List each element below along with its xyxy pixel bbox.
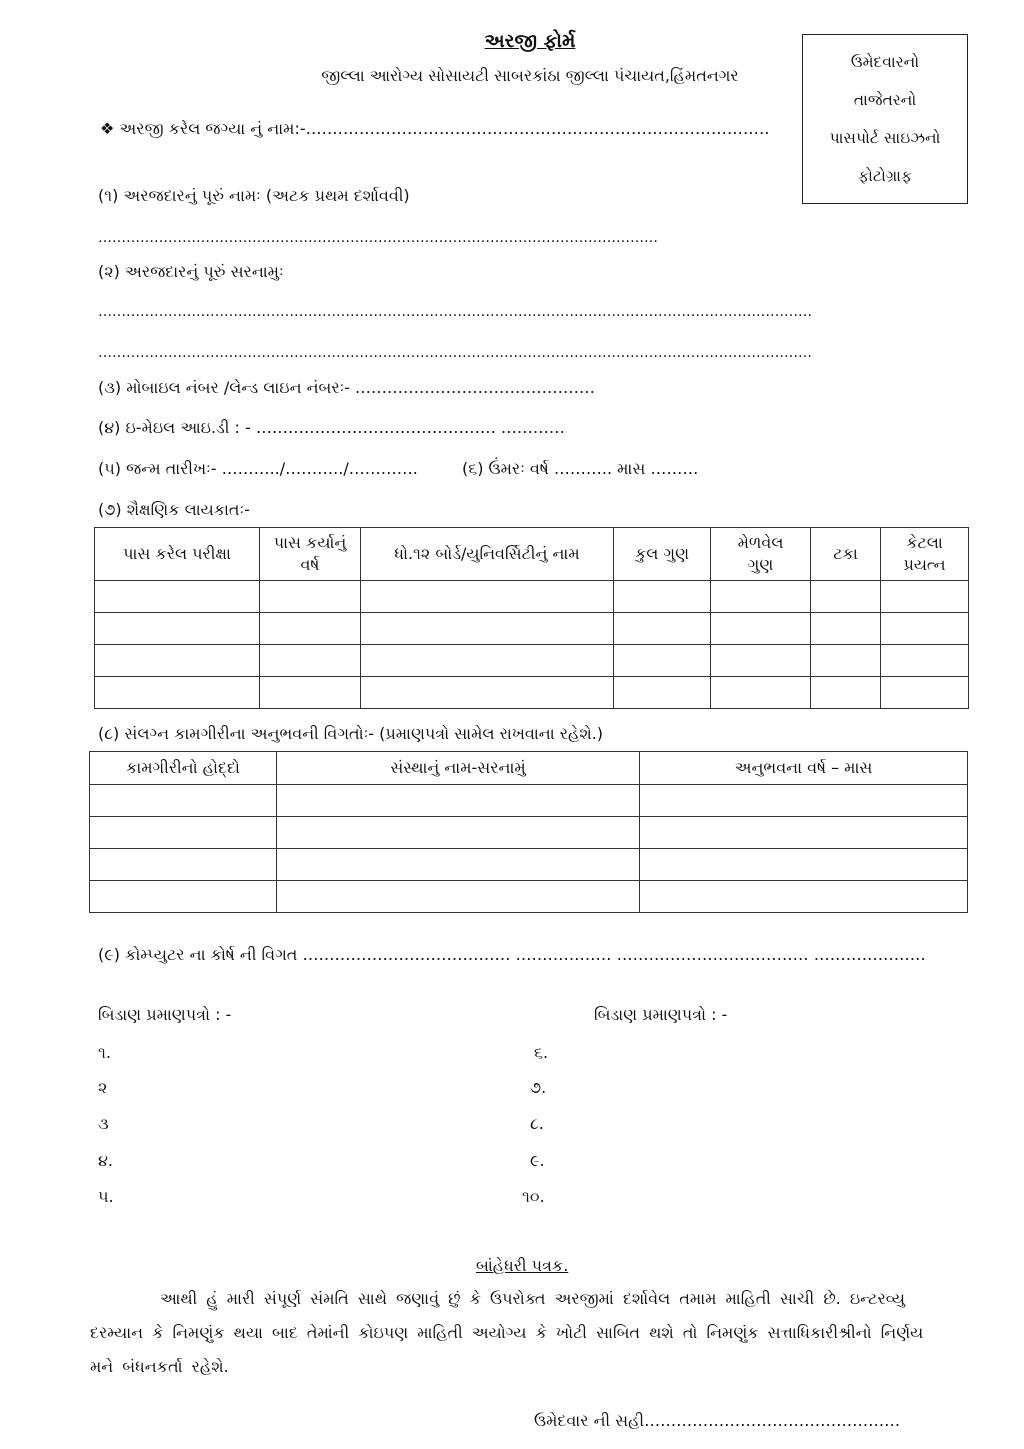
experience-heading: (૮) સંલગ્ન કામગીરીના અનુભવની વિગતોઃ- (પ્રમાણપત્રો સામેલ રાખવાના રહેશે.) bbox=[98, 724, 604, 743]
attachment-item: ૫. bbox=[98, 1187, 114, 1206]
education-cell[interactable] bbox=[881, 645, 969, 677]
address-input-line-2[interactable]: ……………………………………………………………………………………………………………………………………… bbox=[98, 345, 812, 361]
attachment-item: ૭. bbox=[530, 1078, 547, 1097]
experience-cell[interactable] bbox=[640, 817, 968, 849]
attachment-item: ૯. bbox=[530, 1151, 545, 1170]
education-row bbox=[95, 613, 969, 645]
photo-box-line-1: ઉમેદવારનો bbox=[850, 53, 920, 71]
education-cell[interactable] bbox=[811, 677, 881, 709]
experience-cell[interactable] bbox=[277, 849, 640, 881]
education-cell[interactable] bbox=[260, 613, 361, 645]
education-cell[interactable] bbox=[811, 613, 881, 645]
education-table bbox=[94, 527, 969, 709]
attachment-item: ૩ bbox=[98, 1114, 109, 1133]
experience-cell[interactable] bbox=[90, 881, 277, 913]
experience-cell[interactable] bbox=[640, 849, 968, 881]
experience-row bbox=[90, 849, 968, 881]
experience-cell[interactable] bbox=[277, 881, 640, 913]
education-cell[interactable] bbox=[95, 677, 260, 709]
education-cell[interactable] bbox=[361, 613, 614, 645]
experience-row bbox=[90, 785, 968, 817]
edu-header-obtained-marks: મેળવેલ ગુણ bbox=[711, 528, 811, 581]
education-cell[interactable] bbox=[361, 677, 614, 709]
education-cell[interactable] bbox=[260, 581, 361, 613]
experience-cell[interactable] bbox=[640, 881, 968, 913]
photo-box-line-2: તાજેતરનો bbox=[853, 91, 917, 109]
education-row bbox=[95, 581, 969, 613]
education-cell[interactable] bbox=[95, 581, 260, 613]
exp-header-duration: અનુભવના વર્ષ – માસ bbox=[640, 752, 968, 785]
education-cell[interactable] bbox=[614, 581, 711, 613]
declaration-line-3: મને બંધનકર્તા રહેશે. bbox=[90, 1357, 229, 1376]
education-header-row bbox=[95, 528, 969, 581]
education-cell[interactable] bbox=[711, 645, 811, 677]
photo-box-line-3: પાસપોર્ટ સાઇઝનો bbox=[829, 129, 941, 147]
education-cell[interactable] bbox=[95, 613, 260, 645]
education-cell[interactable] bbox=[881, 581, 969, 613]
experience-cell[interactable] bbox=[90, 817, 277, 849]
form-title: અરજી ફોર્મ bbox=[484, 30, 576, 52]
photo-box-line-4: ફોટોગ્રાફ bbox=[857, 167, 913, 185]
education-cell[interactable] bbox=[711, 581, 811, 613]
exp-header-designation: કામગીરીનો હોદ્દો bbox=[90, 752, 277, 785]
attachment-item: ૪. bbox=[98, 1151, 114, 1170]
dob-field[interactable]: (૫) જન્મ તારીખઃ- ………../………../…………. bbox=[98, 459, 418, 478]
education-cell[interactable] bbox=[881, 613, 969, 645]
attachment-item: ૧. bbox=[98, 1043, 111, 1062]
experience-cell[interactable] bbox=[277, 817, 640, 849]
address-label: (૨) અરજદારનું પૂરું સરનામુઃ bbox=[98, 262, 284, 281]
education-cell[interactable] bbox=[260, 645, 361, 677]
edu-header-percent: ટકા bbox=[811, 528, 881, 581]
age-field[interactable]: (૬) ઉંમરઃ વર્ષ ……….. માસ ……… bbox=[462, 459, 699, 478]
attachment-item: ૧૦. bbox=[522, 1187, 545, 1206]
signature-field[interactable]: ઉમેદવાર ની સહી………………………………………… bbox=[534, 1411, 901, 1430]
experience-header-row bbox=[90, 752, 968, 785]
experience-cell[interactable] bbox=[90, 785, 277, 817]
education-heading: (૭) શૈક્ષણિક લાયકાતઃ- bbox=[98, 500, 250, 519]
experience-row bbox=[90, 817, 968, 849]
exp-header-institution: સંસ્થાનું નામ-સરનામું bbox=[277, 752, 640, 785]
education-cell[interactable] bbox=[361, 645, 614, 677]
education-cell[interactable] bbox=[711, 613, 811, 645]
education-cell[interactable] bbox=[881, 677, 969, 709]
experience-cell[interactable] bbox=[277, 785, 640, 817]
education-cell[interactable] bbox=[711, 677, 811, 709]
full-name-input-line[interactable]: ………………………………………………………………………………………………………… bbox=[98, 230, 658, 246]
attachments-heading-left: બિડાણ પ્રમાણપત્રો : - bbox=[98, 1005, 232, 1024]
experience-row bbox=[90, 881, 968, 913]
address-input-line-1[interactable]: ……………………………………………………………………………………………………………………………………… bbox=[98, 304, 812, 320]
edu-header-exam: પાસ કરેલ પરીક્ષા bbox=[95, 528, 260, 581]
post-applied-field[interactable]: ❖ અરજી કરેલ જગ્યા નું નામ:-…………………………………………………………………………… bbox=[100, 119, 770, 138]
attachment-item: ૨ bbox=[98, 1078, 108, 1097]
edu-header-board: ધો.૧૨ બોર્ડ/યુનિવર્સિટીનું નામ bbox=[361, 528, 614, 581]
attachment-item: ૬. bbox=[534, 1043, 549, 1062]
computer-course-field[interactable]: (૯) કોમ્પ્યુટર ના કોર્ષ ની વિગત ………………………………… ……………… ……………………………… ………………… bbox=[98, 945, 926, 964]
edu-header-year: પાસ કર્યાનું વર્ષ bbox=[260, 528, 361, 581]
education-row bbox=[95, 645, 969, 677]
full-name-label: (૧) અરજદારનું પૂરું નામઃ (અટક પ્રથમ દર્શાવવી) bbox=[98, 186, 410, 205]
declaration-line-1: આથી હું મારી સંપૂર્ણ સંમતિ સાથે જણાવું છું કે ઉપરોક્ત અરજીમાં દર્શાવેલ તમામ માહિતી સાચી છે. ઇન્ટરવ્યુ bbox=[160, 1289, 905, 1308]
education-row bbox=[95, 677, 969, 709]
edu-header-total-marks: કુલ ગુણ bbox=[614, 528, 711, 581]
declaration-line-2: દરમ્યાન કે નિમણુંક થયા બાદ તેમાંની કોઇપણ માહિતી અયોગ્ય કે ખોટી સાબિત થશે તો નિમણુંક સત્તાધિકારીશ્રીનો નિર્ણય bbox=[90, 1323, 924, 1342]
experience-cell[interactable] bbox=[90, 849, 277, 881]
education-cell[interactable] bbox=[260, 677, 361, 709]
attachments-heading-right: બિડાણ પ્રમાણપત્રો : - bbox=[594, 1005, 728, 1024]
education-cell[interactable] bbox=[811, 581, 881, 613]
education-cell[interactable] bbox=[614, 677, 711, 709]
education-cell[interactable] bbox=[361, 581, 614, 613]
edu-header-attempts: કેટલા પ્રયત્ન bbox=[881, 528, 969, 581]
attachment-item: ૮. bbox=[530, 1114, 544, 1133]
form-subtitle: જીલ્લા આરોગ્ય સોસાયટી સાબરકાંઠા જીલ્લા પંચાયત,હિંમતનગર bbox=[321, 66, 739, 85]
mobile-field[interactable]: (૩) મોબાઇલ નંબર /લેન્ડ લાઇન નંબરઃ- ……………………………………… bbox=[98, 378, 596, 397]
education-cell[interactable] bbox=[811, 645, 881, 677]
declaration-heading: બાંહેધરી પત્રક. bbox=[476, 1256, 569, 1275]
education-cell[interactable] bbox=[614, 613, 711, 645]
experience-table bbox=[89, 751, 968, 913]
photo-placeholder-box bbox=[802, 34, 968, 204]
education-cell[interactable] bbox=[614, 645, 711, 677]
experience-cell[interactable] bbox=[640, 785, 968, 817]
education-cell[interactable] bbox=[95, 645, 260, 677]
email-field[interactable]: (૪) ઇ-મેઇલ આઇ.ડી : - ……………………………………… ………… bbox=[98, 418, 565, 437]
